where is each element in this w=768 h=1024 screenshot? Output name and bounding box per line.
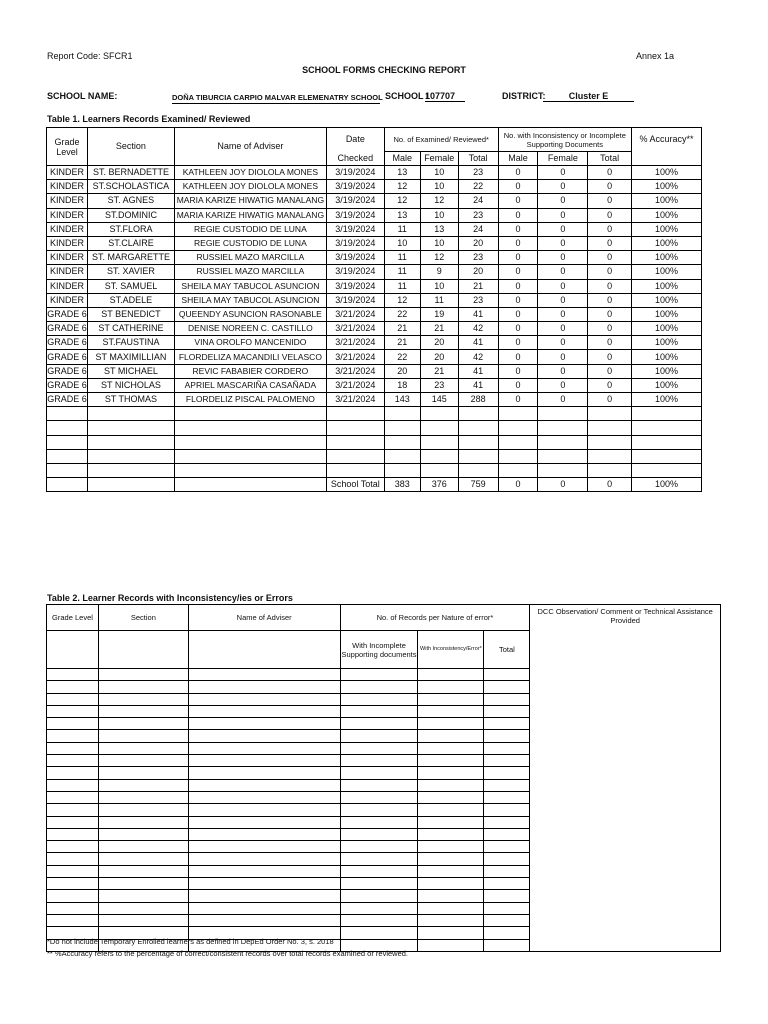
table-row [47, 166, 702, 180]
col-female: Female [420, 152, 458, 166]
t2-col-section: Section [98, 605, 188, 631]
cell-female: 10 [420, 180, 458, 194]
cell-i-female: 0 [538, 236, 588, 250]
cell-adviser: SHEILA MAY TABUCOL ASUNCION [174, 279, 326, 293]
table-row [47, 293, 702, 307]
cell-total: 23 [458, 166, 498, 180]
cell-i-total: 0 [588, 166, 632, 180]
cell-adviser: DENISE NOREEN C. CASTILLO [174, 322, 326, 336]
cell-i-male: 0 [498, 322, 538, 336]
cell-i-male: 0 [498, 307, 538, 321]
cell-adviser: FLORDELIZA MACANDILI VELASCO [174, 350, 326, 364]
cell-i-female: 0 [538, 251, 588, 265]
cell-accuracy: 100% [632, 166, 702, 180]
cell-i-female: 0 [538, 222, 588, 236]
cell-total: 24 [458, 194, 498, 208]
table-row [47, 393, 702, 407]
cell-female: 20 [420, 336, 458, 350]
col-grade-level: Grade Level [47, 128, 88, 166]
cell-male: 22 [384, 307, 420, 321]
cell-adviser: KATHLEEN JOY DIOLOLA MONES [174, 166, 326, 180]
cell-total: 23 [458, 251, 498, 265]
cell-grade: KINDER [47, 265, 88, 279]
cell-i-male: 0 [498, 393, 538, 407]
cell-grade: KINDER [47, 236, 88, 250]
cell-i-male: 0 [498, 378, 538, 392]
cell-accuracy: 100% [632, 265, 702, 279]
cell-i-male: 0 [498, 222, 538, 236]
cell-i-male: 0 [498, 208, 538, 222]
cell-grade: KINDER [47, 222, 88, 236]
cell-i-female: 0 [538, 293, 588, 307]
cell-date: 3/19/2024 [326, 236, 384, 250]
table-row [47, 194, 702, 208]
cell-i-total: 0 [588, 350, 632, 364]
cell-female: 13 [420, 222, 458, 236]
col-accuracy: % Accuracy** [632, 128, 702, 152]
table-row [47, 222, 702, 236]
cell-grade: GRADE 6 [47, 322, 88, 336]
cell-section: ST. MARGARETTE [87, 251, 174, 265]
cell-accuracy: 100% [632, 236, 702, 250]
total-female: 376 [420, 478, 458, 492]
cell-i-male: 0 [498, 194, 538, 208]
cell-grade: GRADE 6 [47, 393, 88, 407]
col-checked: Checked [326, 152, 384, 166]
empty-row [47, 407, 702, 421]
cell-grade: KINDER [47, 208, 88, 222]
col-inc-female: Female [538, 152, 588, 166]
district-value: Cluster E [543, 91, 634, 102]
table-row [47, 251, 702, 265]
cell-section: ST MICHAEL [87, 364, 174, 378]
cell-male: 21 [384, 336, 420, 350]
cell-female: 12 [420, 194, 458, 208]
cell-accuracy: 100% [632, 393, 702, 407]
empty-row [47, 435, 702, 449]
cell-female: 21 [420, 322, 458, 336]
col-date: Date [326, 128, 384, 152]
cell-male: 11 [384, 222, 420, 236]
cell-total: 288 [458, 393, 498, 407]
cell-date: 3/19/2024 [326, 194, 384, 208]
table-row [47, 208, 702, 222]
empty-row [47, 463, 702, 477]
cell-total: 41 [458, 307, 498, 321]
t2-col-dcc: DCC Observation/ Comment or Technical Assistance Provided [530, 605, 721, 952]
t2-col-incomplete: With Incomplete Supporting documents [340, 631, 418, 669]
cell-i-total: 0 [588, 279, 632, 293]
cell-i-total: 0 [588, 222, 632, 236]
col-inc-male: Male [498, 152, 538, 166]
cell-adviser: VINA OROLFO MANCENIDO [174, 336, 326, 350]
cell-i-total: 0 [588, 336, 632, 350]
t2-col-nature: No. of Records per Nature of error* [340, 605, 530, 631]
cell-i-male: 0 [498, 350, 538, 364]
cell-male: 13 [384, 208, 420, 222]
cell-section: ST NICHOLAS [87, 378, 174, 392]
cell-adviser: RUSSIEL MAZO MARCILLA [174, 251, 326, 265]
cell-section: ST BENEDICT [87, 307, 174, 321]
table1-caption: Table 1. Learners Records Examined/ Reviewed [47, 114, 251, 124]
cell-section: ST.FLORA [87, 222, 174, 236]
total-i-male: 0 [498, 478, 538, 492]
cell-adviser: KATHLEEN JOY DIOLOLA MONES [174, 180, 326, 194]
cell-date: 3/19/2024 [326, 166, 384, 180]
cell-i-female: 0 [538, 393, 588, 407]
school-id-label: SCHOOL I [385, 91, 429, 101]
cell-total: 22 [458, 180, 498, 194]
cell-i-female: 0 [538, 180, 588, 194]
cell-date: 3/21/2024 [326, 336, 384, 350]
cell-male: 12 [384, 293, 420, 307]
cell-i-male: 0 [498, 251, 538, 265]
cell-section: ST.DOMINIC [87, 208, 174, 222]
cell-i-male: 0 [498, 265, 538, 279]
cell-total: 21 [458, 279, 498, 293]
cell-total: 23 [458, 208, 498, 222]
table-row [47, 336, 702, 350]
cell-total: 20 [458, 265, 498, 279]
cell-i-female: 0 [538, 265, 588, 279]
cell-total: 20 [458, 236, 498, 250]
table-row [47, 350, 702, 364]
cell-i-male: 0 [498, 293, 538, 307]
cell-date: 3/21/2024 [326, 364, 384, 378]
cell-i-female: 0 [538, 166, 588, 180]
cell-adviser: MARIA KARIZE HIWATIG MANALANG [174, 208, 326, 222]
total-i-total: 0 [588, 478, 632, 492]
cell-i-total: 0 [588, 322, 632, 336]
report-code: Report Code: SFCR1 [47, 51, 133, 61]
cell-i-total: 0 [588, 378, 632, 392]
cell-grade: KINDER [47, 251, 88, 265]
cell-i-male: 0 [498, 279, 538, 293]
col-inc-total: Total [588, 152, 632, 166]
cell-section: ST. BERNADETTE [87, 166, 174, 180]
cell-i-female: 0 [538, 194, 588, 208]
cell-grade: KINDER [47, 180, 88, 194]
district-label: DISTRICT: [502, 91, 546, 101]
cell-date: 3/21/2024 [326, 322, 384, 336]
col-male: Male [384, 152, 420, 166]
cell-accuracy: 100% [632, 336, 702, 350]
cell-total: 41 [458, 364, 498, 378]
empty-row [47, 421, 702, 435]
cell-adviser: FLORDELIZ PISCAL PALOMENO [174, 393, 326, 407]
page-title: SCHOOL FORMS CHECKING REPORT [302, 65, 466, 75]
t2-col-adviser: Name of Adviser [188, 605, 340, 631]
col-examined: No. of Examined/ Reviewed* [384, 128, 498, 152]
cell-accuracy: 100% [632, 180, 702, 194]
table-row [47, 378, 702, 392]
cell-i-total: 0 [588, 393, 632, 407]
cell-male: 18 [384, 378, 420, 392]
cell-male: 12 [384, 194, 420, 208]
cell-i-female: 0 [538, 378, 588, 392]
table-row [47, 265, 702, 279]
cell-i-male: 0 [498, 336, 538, 350]
cell-date: 3/19/2024 [326, 279, 384, 293]
cell-female: 20 [420, 350, 458, 364]
cell-i-total: 0 [588, 180, 632, 194]
cell-adviser: QUEENDY ASUNCION RASONABLE [174, 307, 326, 321]
cell-date: 3/19/2024 [326, 265, 384, 279]
cell-date: 3/19/2024 [326, 222, 384, 236]
t2-col-inconsistency: With Inconsistency/Error* [418, 631, 484, 669]
cell-male: 12 [384, 180, 420, 194]
cell-i-total: 0 [588, 236, 632, 250]
cell-i-female: 0 [538, 322, 588, 336]
cell-adviser: MARIA KARIZE HIWATIG MANALANG [174, 194, 326, 208]
col-section: Section [87, 128, 174, 166]
footnote-2: ** %Accuracy refers to the percentage of correct/consistent records over total records examined or reviewed. [47, 949, 408, 958]
cell-male: 21 [384, 322, 420, 336]
cell-accuracy: 100% [632, 279, 702, 293]
cell-accuracy: 100% [632, 378, 702, 392]
cell-i-male: 0 [498, 166, 538, 180]
cell-date: 3/21/2024 [326, 378, 384, 392]
total-male: 383 [384, 478, 420, 492]
col-adviser: Name of Adviser [174, 128, 326, 166]
cell-section: ST. XAVIER [87, 265, 174, 279]
cell-date: 3/19/2024 [326, 208, 384, 222]
cell-female: 10 [420, 236, 458, 250]
table-row [47, 236, 702, 250]
learners-records-table [46, 127, 702, 492]
school-total-row [47, 478, 702, 492]
cell-i-female: 0 [538, 307, 588, 321]
cell-grade: GRADE 6 [47, 378, 88, 392]
cell-i-total: 0 [588, 364, 632, 378]
total-total: 759 [458, 478, 498, 492]
cell-adviser: REGIE CUSTODIO DE LUNA [174, 236, 326, 250]
cell-date: 3/21/2024 [326, 307, 384, 321]
total-i-female: 0 [538, 478, 588, 492]
annex-label: Annex 1a [636, 51, 675, 61]
cell-section: ST. AGNES [87, 194, 174, 208]
cell-section: ST. SAMUEL [87, 279, 174, 293]
cell-i-total: 0 [588, 265, 632, 279]
cell-female: 10 [420, 166, 458, 180]
cell-i-male: 0 [498, 236, 538, 250]
cell-total: 23 [458, 293, 498, 307]
cell-section: ST.FAUSTINA [87, 336, 174, 350]
cell-i-male: 0 [498, 180, 538, 194]
cell-grade: GRADE 6 [47, 307, 88, 321]
cell-grade: GRADE 6 [47, 364, 88, 378]
cell-male: 20 [384, 364, 420, 378]
cell-adviser: REGIE CUSTODIO DE LUNA [174, 222, 326, 236]
cell-total: 42 [458, 322, 498, 336]
school-id-value: 107707 [425, 91, 465, 102]
cell-i-female: 0 [538, 364, 588, 378]
cell-total: 24 [458, 222, 498, 236]
cell-i-total: 0 [588, 194, 632, 208]
cell-grade: KINDER [47, 279, 88, 293]
cell-female: 9 [420, 265, 458, 279]
cell-adviser: REVIC FABABIER CORDERO [174, 364, 326, 378]
cell-female: 145 [420, 393, 458, 407]
cell-total: 42 [458, 350, 498, 364]
cell-section: ST MAXIMILLIAN [87, 350, 174, 364]
cell-male: 11 [384, 279, 420, 293]
cell-accuracy: 100% [632, 194, 702, 208]
cell-section: ST THOMAS [87, 393, 174, 407]
cell-i-female: 0 [538, 350, 588, 364]
cell-accuracy: 100% [632, 322, 702, 336]
cell-date: 3/21/2024 [326, 393, 384, 407]
cell-i-total: 0 [588, 293, 632, 307]
cell-grade: GRADE 6 [47, 336, 88, 350]
cell-date: 3/21/2024 [326, 350, 384, 364]
cell-accuracy: 100% [632, 307, 702, 321]
cell-section: ST.CLAIRE [87, 236, 174, 250]
t2-col-total: Total [484, 631, 530, 669]
table-row [47, 180, 702, 194]
total-accuracy: 100% [632, 478, 702, 492]
cell-male: 10 [384, 236, 420, 250]
cell-grade: KINDER [47, 166, 88, 180]
cell-total: 41 [458, 378, 498, 392]
cell-total: 41 [458, 336, 498, 350]
cell-accuracy: 100% [632, 293, 702, 307]
table-row [47, 364, 702, 378]
cell-grade: GRADE 6 [47, 350, 88, 364]
cell-adviser: APRIEL MASCARIÑA CASAÑADA [174, 378, 326, 392]
col-inconsistency: No. with Inconsistency or Incomplete Supporting Documents [498, 128, 631, 152]
table-row [47, 279, 702, 293]
cell-female: 10 [420, 279, 458, 293]
col-total: Total [458, 152, 498, 166]
cell-female: 23 [420, 378, 458, 392]
cell-male: 143 [384, 393, 420, 407]
cell-date: 3/19/2024 [326, 180, 384, 194]
cell-accuracy: 100% [632, 208, 702, 222]
cell-i-total: 0 [588, 208, 632, 222]
cell-date: 3/19/2024 [326, 293, 384, 307]
table2-caption: Table 2. Learner Records with Inconsistency/ies or Errors [47, 593, 293, 603]
cell-i-female: 0 [538, 279, 588, 293]
cell-date: 3/19/2024 [326, 251, 384, 265]
cell-male: 13 [384, 166, 420, 180]
cell-female: 11 [420, 293, 458, 307]
cell-adviser: RUSSIEL MAZO MARCILLA [174, 265, 326, 279]
cell-adviser: SHEILA MAY TABUCOL ASUNCION [174, 293, 326, 307]
cell-female: 21 [420, 364, 458, 378]
cell-female: 10 [420, 208, 458, 222]
cell-grade: KINDER [47, 293, 88, 307]
cell-male: 11 [384, 265, 420, 279]
cell-i-total: 0 [588, 307, 632, 321]
cell-male: 11 [384, 251, 420, 265]
cell-i-female: 0 [538, 208, 588, 222]
cell-i-female: 0 [538, 336, 588, 350]
cell-accuracy: 100% [632, 364, 702, 378]
school-name-label: SCHOOL NAME: [47, 91, 118, 101]
footnote-1: *Do not include Temporary Enrolled learners as defined in DepEd Order No. 3, s. 2018 [47, 937, 334, 946]
cell-i-male: 0 [498, 364, 538, 378]
cell-i-total: 0 [588, 251, 632, 265]
table-row [47, 307, 702, 321]
cell-male: 22 [384, 350, 420, 364]
school-name-value: DOÑA TIBURCIA CARPIO MALVAR ELEMENATRY SCHOOL [172, 93, 383, 102]
cell-female: 19 [420, 307, 458, 321]
cell-grade: KINDER [47, 194, 88, 208]
cell-section: ST.ADELE [87, 293, 174, 307]
inconsistency-table [46, 604, 721, 952]
cell-accuracy: 100% [632, 350, 702, 364]
table-row [47, 322, 702, 336]
total-label: School Total [326, 478, 384, 492]
cell-section: ST.SCHOLASTICA [87, 180, 174, 194]
empty-row [47, 449, 702, 463]
col-accuracy-blank [632, 152, 702, 166]
cell-section: ST CATHERINE [87, 322, 174, 336]
t2-col-grade-level: Grade Level [47, 605, 99, 631]
cell-accuracy: 100% [632, 251, 702, 265]
cell-female: 12 [420, 251, 458, 265]
cell-accuracy: 100% [632, 222, 702, 236]
